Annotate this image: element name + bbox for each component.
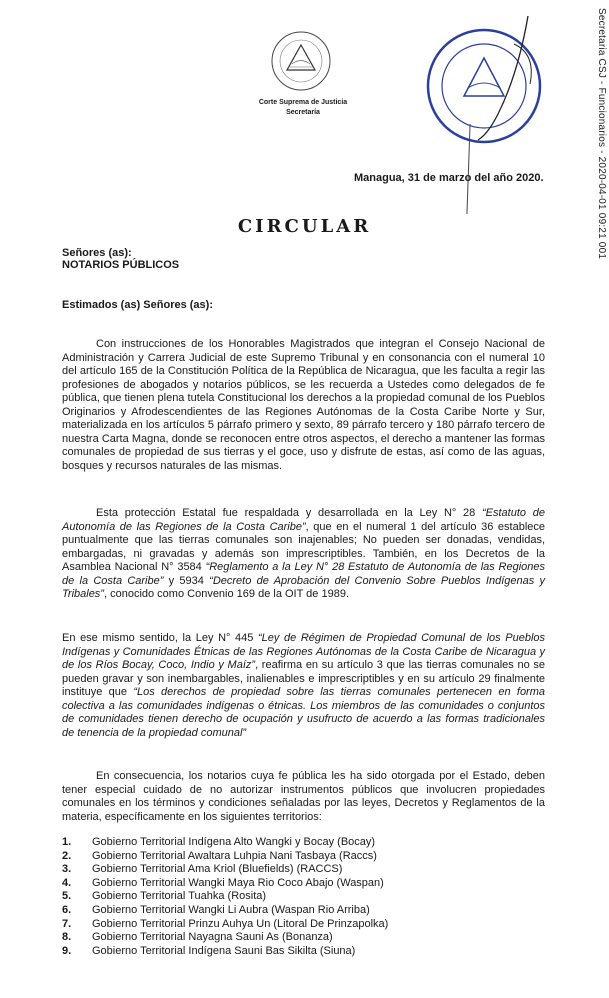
decree-5934-title: “Decreto de Aprobación del Convenio Sobre Pueblos Indígenas y Tribales” — [62, 574, 545, 600]
list-item — [62, 850, 388, 864]
list-item-name: Gobierno Territorial Wangki Li Aubra (Waspan Rio Arriba) — [92, 903, 370, 916]
list-item — [62, 890, 388, 904]
list-item — [62, 863, 388, 877]
list-item-name: Gobierno Territorial Awaltara Luhpia Nani Tasbaya (Raccs) — [92, 849, 377, 862]
paragraph-4-text: En consecuencia, los notarios cuya fe pública les ha sido otorgada por el Estado, deben tener especial cuidado de no autorizar instrumentos públicos que involucren propiedades comunales en los términos y condiciones señaladas por las leyes, Decretos y Reglamentos de la materia, específicamente en los siguientes territorios: — [62, 770, 545, 823]
side-registration-stamp: Secretaria CSJ - Funcionarios - 2020-04-01 09:21 001 — [596, 8, 607, 260]
list-item — [62, 918, 388, 932]
document-date: Managua, 31 de marzo del año 2020. — [354, 172, 544, 184]
list-item-number: 6. — [62, 903, 72, 916]
list-item-number: 3. — [62, 863, 72, 876]
addressee-block — [62, 247, 179, 271]
paragraph-2-text-a: Esta protección Estatal fue respaldada y desarrollada en la Ley N° 28 — [96, 507, 482, 519]
list-item-number: 8. — [62, 931, 72, 944]
territory-list — [62, 836, 388, 958]
paragraph-2-text-e: y 5934 — [163, 574, 210, 587]
list-item-name: Gobierno Territorial Indígena Alto Wangki y Bocay (Bocay) — [92, 836, 376, 848]
court-name: Corte Suprema de Justicia — [258, 99, 348, 106]
document-title: CIRCULAR — [237, 216, 372, 237]
list-item-number: 2. — [62, 849, 72, 862]
list-item-name: Gobierno Territorial Ama Kriol (Bluefields) (RACCS) — [92, 863, 343, 876]
list-item-number: 9. — [62, 944, 72, 957]
list-item-number: 1. — [62, 836, 72, 848]
paragraph-2 — [62, 507, 545, 602]
list-item — [62, 945, 388, 959]
paragraph-4 — [62, 770, 545, 824]
paragraph-1 — [62, 338, 545, 473]
supreme-court-secretariat-seal-icon — [418, 14, 552, 164]
paragraph-3 — [62, 632, 545, 740]
list-item-number: 4. — [62, 876, 72, 889]
decree-3584-title: “Reglamento a la Ley N° 28 Estatuto de Autonomía de las Regiones de la Costa Caribe” — [62, 561, 545, 587]
list-item-number: 7. — [62, 917, 72, 930]
paragraph-3-text-a: En ese mismo sentido, la Ley N° 445 — [62, 632, 258, 644]
greeting: Estimados (as) Señores (as): — [62, 299, 213, 311]
list-item-name: Gobierno Territorial Tuahka (Rosita) — [92, 890, 267, 903]
paragraph-3-text-c: , reafirma en su artículo 3 que las tierras comunales no se pueden gravar y son inembargables, inalienables e imprescriptibles y en su artículo 29 finalmente instituye que — [62, 659, 545, 698]
list-item-name: Gobierno Territorial Indígena Sauni Bas Sikilta (Siuna) — [92, 944, 356, 957]
nicaragua-coat-of-arms-icon — [270, 30, 332, 92]
list-item-name: Gobierno Territorial Nayagna Sauni As (Bonanza) — [92, 931, 333, 944]
court-header — [238, 98, 368, 118]
law-28-title: “Estatuto de Autonomía de las Regiones de la Costa Caribe” — [62, 507, 545, 533]
list-item — [62, 931, 388, 945]
paragraph-1-text: Con instrucciones de los Honorables Magistrados que integran el Consejo Nacional de Administración y Carrera Judicial de este Supremo Tribunal y en consonancia con el numeral 10 del artículo 165 de la Constitución Política de la República de Nicaragua, que les faculta a regir las profesiones de abogados y notarios públicos, se les recuerda a Ustedes como delegados de fe pública, que tienen plena tutela Constitucional los derechos a la propiedad comunal de los Pueblos Originarios y Afrodescendientes de las Regiones Autónomas de la Costa Caribe Norte y Sur, materializada en los artículos 5 párrafo primero y sexto, 89 párrafo tercero y 180 párrafo tercero de nuestra Carta Magna, donde se reconocen entre otros aspectos, el derecho a mantener las formas comunales de propiedad de sus tierras y el goce, uso y disfrute de estas, así como de las aguas, bosques y recursos naturales de las mismas. — [62, 338, 545, 472]
addressee-line-1: Señores (as): — [62, 247, 132, 259]
addressee-line-2: NOTARIOS PÚBLICOS — [62, 259, 180, 271]
list-item-name: Gobierno Territorial Prinzu Auhya Un (Litoral De Prinzapolka) — [92, 917, 389, 930]
paragraph-2-text-g: , conocido como Convenio 169 de la OIT de 1989. — [103, 588, 349, 600]
paragraph-2-text-c: , que en el numeral 1 del artículo 36 establece puntualmente que las tierras comunales son inajenables; No pueden ser donadas, vendidas, embargadas, ni gravadas y además son imprescriptibles. También, en los Decretos de la Asamblea Nacional N° 3584 — [62, 520, 545, 573]
list-item — [62, 836, 388, 850]
article-29-quote: “Los derechos de propiedad sobre las tierras comunales pertenecen en forma colectiva a las comunidades indígenas o étnicas. Los miembros de las comunidades o conjuntos de comunidades tienen derecho de ocupación y usufructo de acuerdo a las formas tradicionales de tenencia de la propiedad comunal” — [62, 686, 546, 739]
list-item-name: Gobierno Territorial Wangki Maya Rio Coco Abajo (Waspan) — [92, 876, 384, 889]
law-445-title: “Ley de Régimen de Propiedad Comunal de los Pueblos Indígenas y Comunidades Étnicas de las Regiones Autónomas de la Costa Caribe de Nicaragua y de los Ríos Bocay, Coco, Indio y Maíz” — [62, 632, 546, 671]
list-item-number: 5. — [62, 890, 72, 903]
list-item — [62, 877, 388, 891]
office-name: Secretaría — [286, 109, 320, 116]
list-item — [62, 904, 388, 918]
